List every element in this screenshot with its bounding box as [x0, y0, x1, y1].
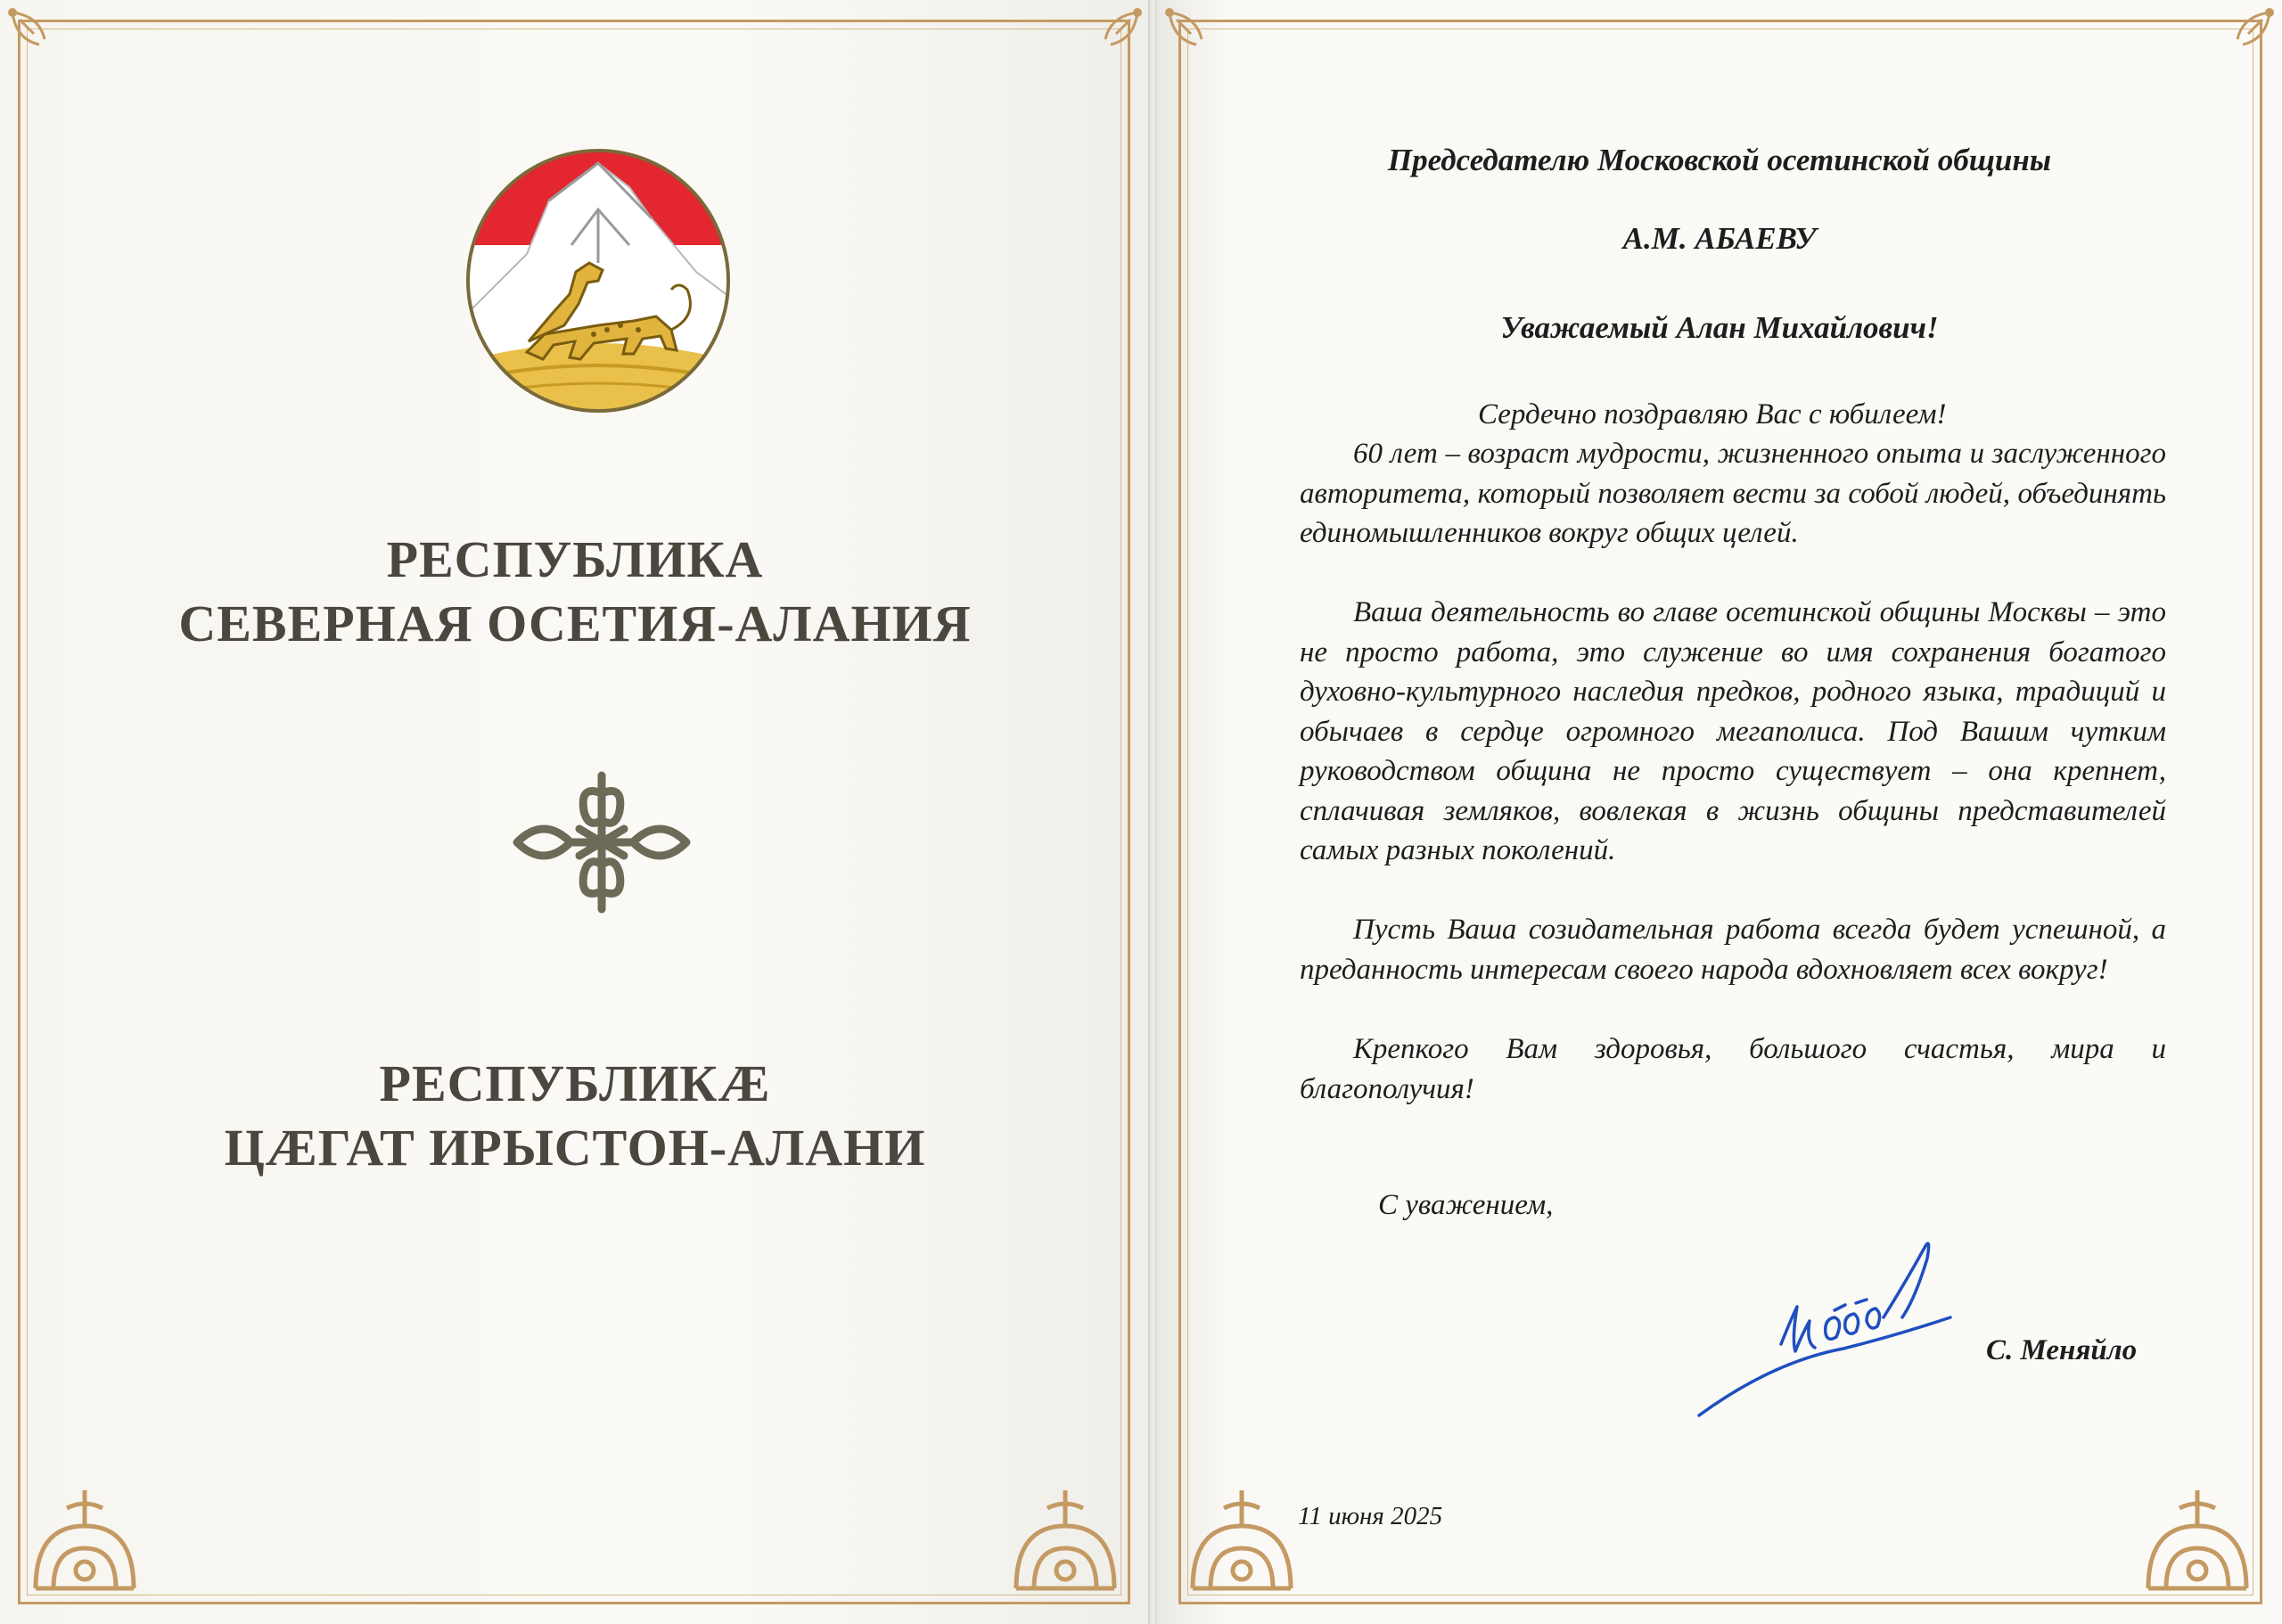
letter-paragraph: Пусть Ваша созидательная работа всегда будет успешной, а преданность интересам своего народа вдохновляет всех вокруг!	[1300, 914, 2166, 986]
letter-paragraph: 60 лет – возраст мудрости, жизненного опыта и заслуженного авторитета, который позволяет вести за собой людей, объединять единомышленников вокруг общих целей.	[1300, 438, 2166, 549]
ossetian-ornament-icon	[499, 767, 704, 918]
handwritten-signature	[1692, 1228, 1968, 1429]
salutation: Уважаемый Алан Михайлович!	[1500, 310, 1939, 345]
corner-flourish-icon	[1039, 4, 1146, 111]
addressee-name: А.М. АБАЕВУ	[1622, 221, 1817, 256]
letter-paragraph: Ваша деятельность во главе осетинской общины Москвы – это не просто работа, это служение во имя сохранения богатого духовно-культурного наследия предков, родного языка, традиций и обычаев в сердце огромного мегаполиса. Под Вашим чутким руководством община не просто существует – она крепнет, сплачивая земляков, вовлекая в жизнь общины представителей самых разных поколений.	[1300, 596, 2166, 866]
letter-date: 11 июня 2025	[1298, 1502, 1443, 1530]
corner-flourish-icon	[1161, 4, 1268, 111]
republic-title-ossetian	[0, 1052, 1150, 1180]
corner-ornament-icon	[1175, 1472, 1309, 1606]
corner-ornament-icon	[18, 1472, 152, 1606]
title-line: РЕСПУБЛИКА	[386, 530, 764, 588]
title-line: РЕСПУБЛИКÆ	[379, 1054, 771, 1112]
coat-of-arms-emblem	[464, 147, 732, 414]
addressee-position: Председателю Московской осетинской общины	[1387, 143, 2052, 177]
corner-ornament-icon	[2130, 1472, 2264, 1606]
corner-flourish-icon	[2171, 4, 2278, 111]
signer-name: С. Меняйло	[1986, 1334, 2138, 1366]
letter-paragraph: Сердечно поздравляю Вас с юбилеем!	[1478, 398, 1947, 431]
republic-title-russian	[0, 528, 1150, 656]
title-line: ЦÆГАТ ИРЫСТОН-АЛАНИ	[224, 1119, 926, 1177]
right-page	[1157, 0, 2282, 1624]
corner-ornament-icon	[998, 1472, 1132, 1606]
closing-phrase: С уважением,	[1378, 1189, 1554, 1221]
letter-paragraph: Крепкого Вам здоровья, большого счастья, мира и благополучия!	[1300, 1033, 2166, 1105]
corner-flourish-icon	[4, 4, 111, 111]
title-line: СЕВЕРНАЯ ОСЕТИЯ-АЛАНИЯ	[178, 595, 972, 652]
